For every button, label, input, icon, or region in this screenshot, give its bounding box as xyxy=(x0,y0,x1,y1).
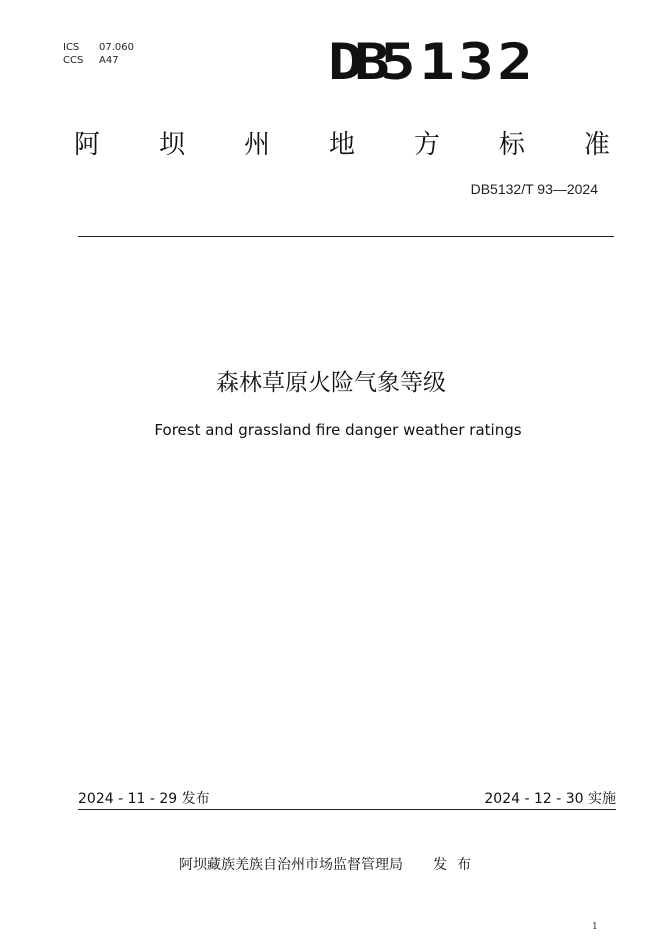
issuer-organization: 阿坝藏族羌族自治州市场监督管理局 xyxy=(179,857,403,873)
standard-category-title xyxy=(74,128,610,162)
title-char: 准 xyxy=(583,130,610,160)
title-char: 州 xyxy=(243,130,270,160)
page-number: 1 xyxy=(592,922,598,932)
classification-codes xyxy=(63,41,134,67)
ccs-value: A47 xyxy=(99,55,119,66)
title-char: 地 xyxy=(328,130,355,160)
ics-label: ICS xyxy=(63,42,80,53)
title-char: 方 xyxy=(413,130,440,160)
implement-date: 2024 - 12 - 30 实施 xyxy=(484,791,616,807)
ccs-row xyxy=(63,54,134,67)
header-divider xyxy=(78,236,614,237)
title-char: 阿 xyxy=(74,130,101,160)
ics-value: 07.060 xyxy=(99,42,134,53)
issuing-authority xyxy=(179,855,481,875)
ics-row xyxy=(63,41,134,54)
document-title-english: Forest and grassland fire danger weather ratings xyxy=(154,421,522,439)
issuer-action: 发布 xyxy=(433,857,481,873)
ccs-label: CCS xyxy=(63,55,84,66)
db-prefix: DB xyxy=(328,33,381,91)
publish-date: 2024 - 11 - 29 发布 xyxy=(78,791,210,807)
standard-number: DB5132/T 93—2024 xyxy=(470,181,598,197)
footer-divider xyxy=(78,809,616,810)
title-char: 坝 xyxy=(158,130,185,160)
db-code: 5132 xyxy=(380,33,537,91)
document-title-chinese: 森林草原火险气象等级 xyxy=(216,370,446,396)
db-standard-mark xyxy=(328,34,536,90)
title-char: 标 xyxy=(498,130,525,160)
